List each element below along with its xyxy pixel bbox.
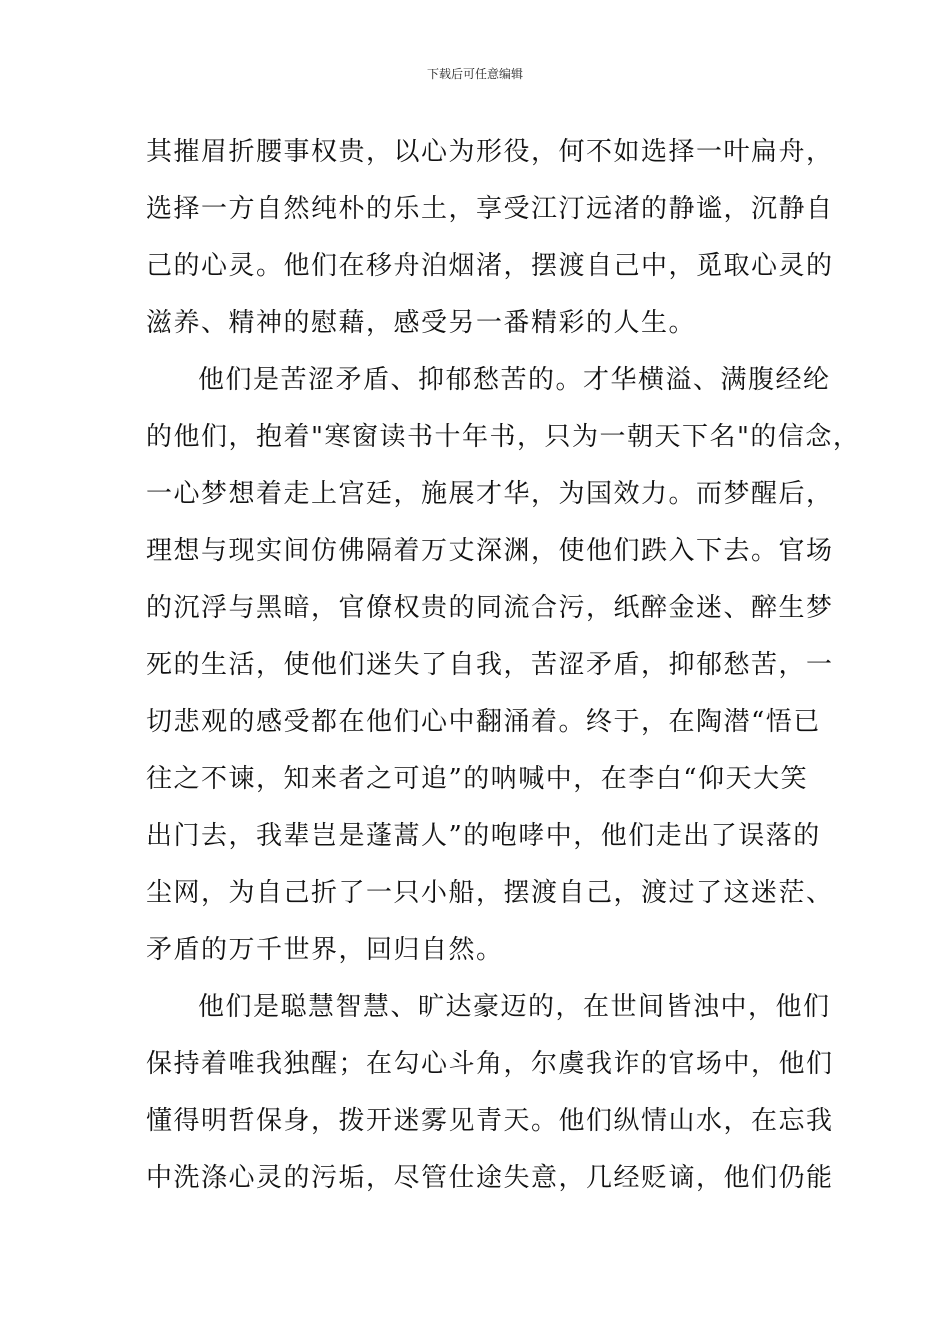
text-line: 的沉浮与黑暗，官僚权贵的同流合污，纸醉金迷、醉生梦 [146,593,834,623]
text-line: 出门去，我辈岂是蓬蒿人”的咆哮中，他们走出了误落的 [146,821,821,851]
text-line: 滋养、精神的慰藉，感受另一番精彩的人生。 [146,308,697,338]
text-line: 一心梦想着走上宫廷，施展才华，为国效力。而梦醒后， [146,479,834,509]
text-line: 他们是聪慧智慧、旷达豪迈的，在世间皆浊中，他们 [198,992,831,1022]
text-line: 懂得明哲保身，拨开迷雾见青天。他们纵情山水，在忘我 [146,1106,834,1136]
text-line: 理想与现实间仿佛隔着万丈深渊，使他们跌入下去。官场 [146,536,834,566]
text-line: 保持着唯我独醒；在勾心斗角，尔虞我诈的官场中，他们 [146,1049,834,1079]
text-line: 其摧眉折腰事权贵，以心为形役，何不如选择一叶扁舟， [146,137,834,167]
text-line: 往之不谏，知来者之可追”的呐喊中，在李白“仰天大笑 [146,764,809,794]
text-line: 中洗涤心灵的污垢，尽管仕途失意，几经贬谪，他们仍能 [146,1163,834,1193]
text-line: 他们是苦涩矛盾、抑郁愁苦的。才华横溢、满腹经纶 [198,365,831,395]
text-line: 矛盾的万千世界，回归自然。 [146,935,504,965]
page-header: 下载后可任意编辑 [426,67,523,81]
text-line: 死的生活，使他们迷失了自我，苦涩矛盾，抑郁愁苦，一 [146,650,834,680]
text-line: 己的心灵。他们在移舟泊烟渚，摆渡自己中，觅取心灵的 [146,251,834,281]
text-line: 切悲观的感受都在他们心中翻涌着。终于，在陶潜“悟已 [146,707,821,737]
text-line: 的他们，抱着"寒窗读书十年书，只为一朝天下名"的信念， [146,422,861,452]
text-line: 尘网，为自己折了一只小船，摆渡自己，渡过了这迷茫、 [146,878,834,908]
text-line: 选择一方自然纯朴的乐土，享受江汀远渚的静谧，沉静自 [146,194,834,224]
body-text [146,124,861,1207]
